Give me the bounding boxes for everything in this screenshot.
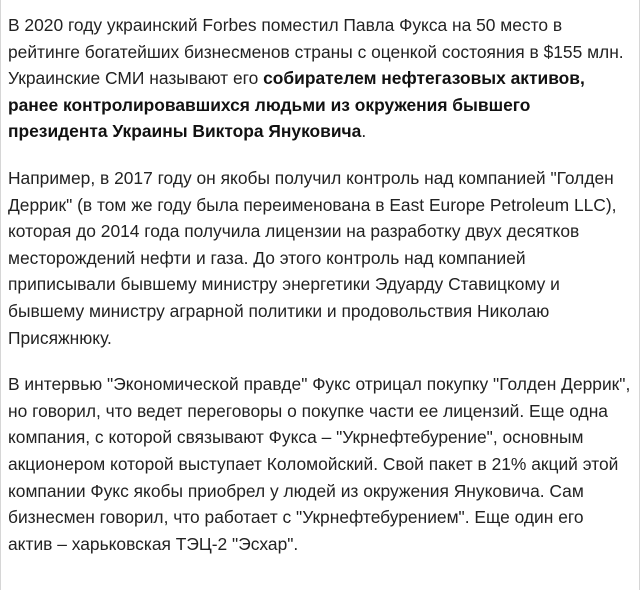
paragraph-forbes-rating bbox=[8, 12, 632, 145]
paragraph-1-bold-highlight: собирателем нефтегазовых активов, ранее контролировавшихся людьми из окружения бывшего президента Украины Виктора Януковича bbox=[8, 68, 585, 142]
paragraph-interview: В интервью "Экономической правде" Фукс отрицал покупку "Голден Деррик", но говорил, что ведет переговоры о покупке части ее лицензий. Еще одна компания, с которой связывают Фукса – "Укрнефтебурение", основным акционером которой выступает Коломойский. Свой пакет в 21% акций этой компании Фукс якобы приобрел у людей из окружения Януковича. Сам бизнесмен говорил, что работает с "Укрнефтебурением". Еще один его актив – харьковская ТЭЦ-2 "Эсхар". bbox=[8, 374, 631, 554]
paragraph-1-text: В 2020 году украинский Forbes поместил Павла Фукса на 50 место в рейтинге богатейших бизнесменов страны с оценкой состояния в $155 млн. Украинские СМИ называют его bbox=[8, 15, 624, 89]
left-border bbox=[0, 0, 1, 590]
paragraph-golden-derrick: Например, в 2017 году он якобы получил контроль над компанией "Голден Деррик" (в том же году была переименована в East Europe Petroleum LLC), которая до 2014 года получила лицензии на разработку двух десятков месторождений нефти и газа. До этого контроль над компанией приписывали бывшему министру энергетики Эдуарду Ставицкому и бывшему министру аграрной политики и продовольствия Николаю Присяжнюку. bbox=[8, 167, 617, 348]
paragraph-1-end: . bbox=[361, 121, 367, 142]
